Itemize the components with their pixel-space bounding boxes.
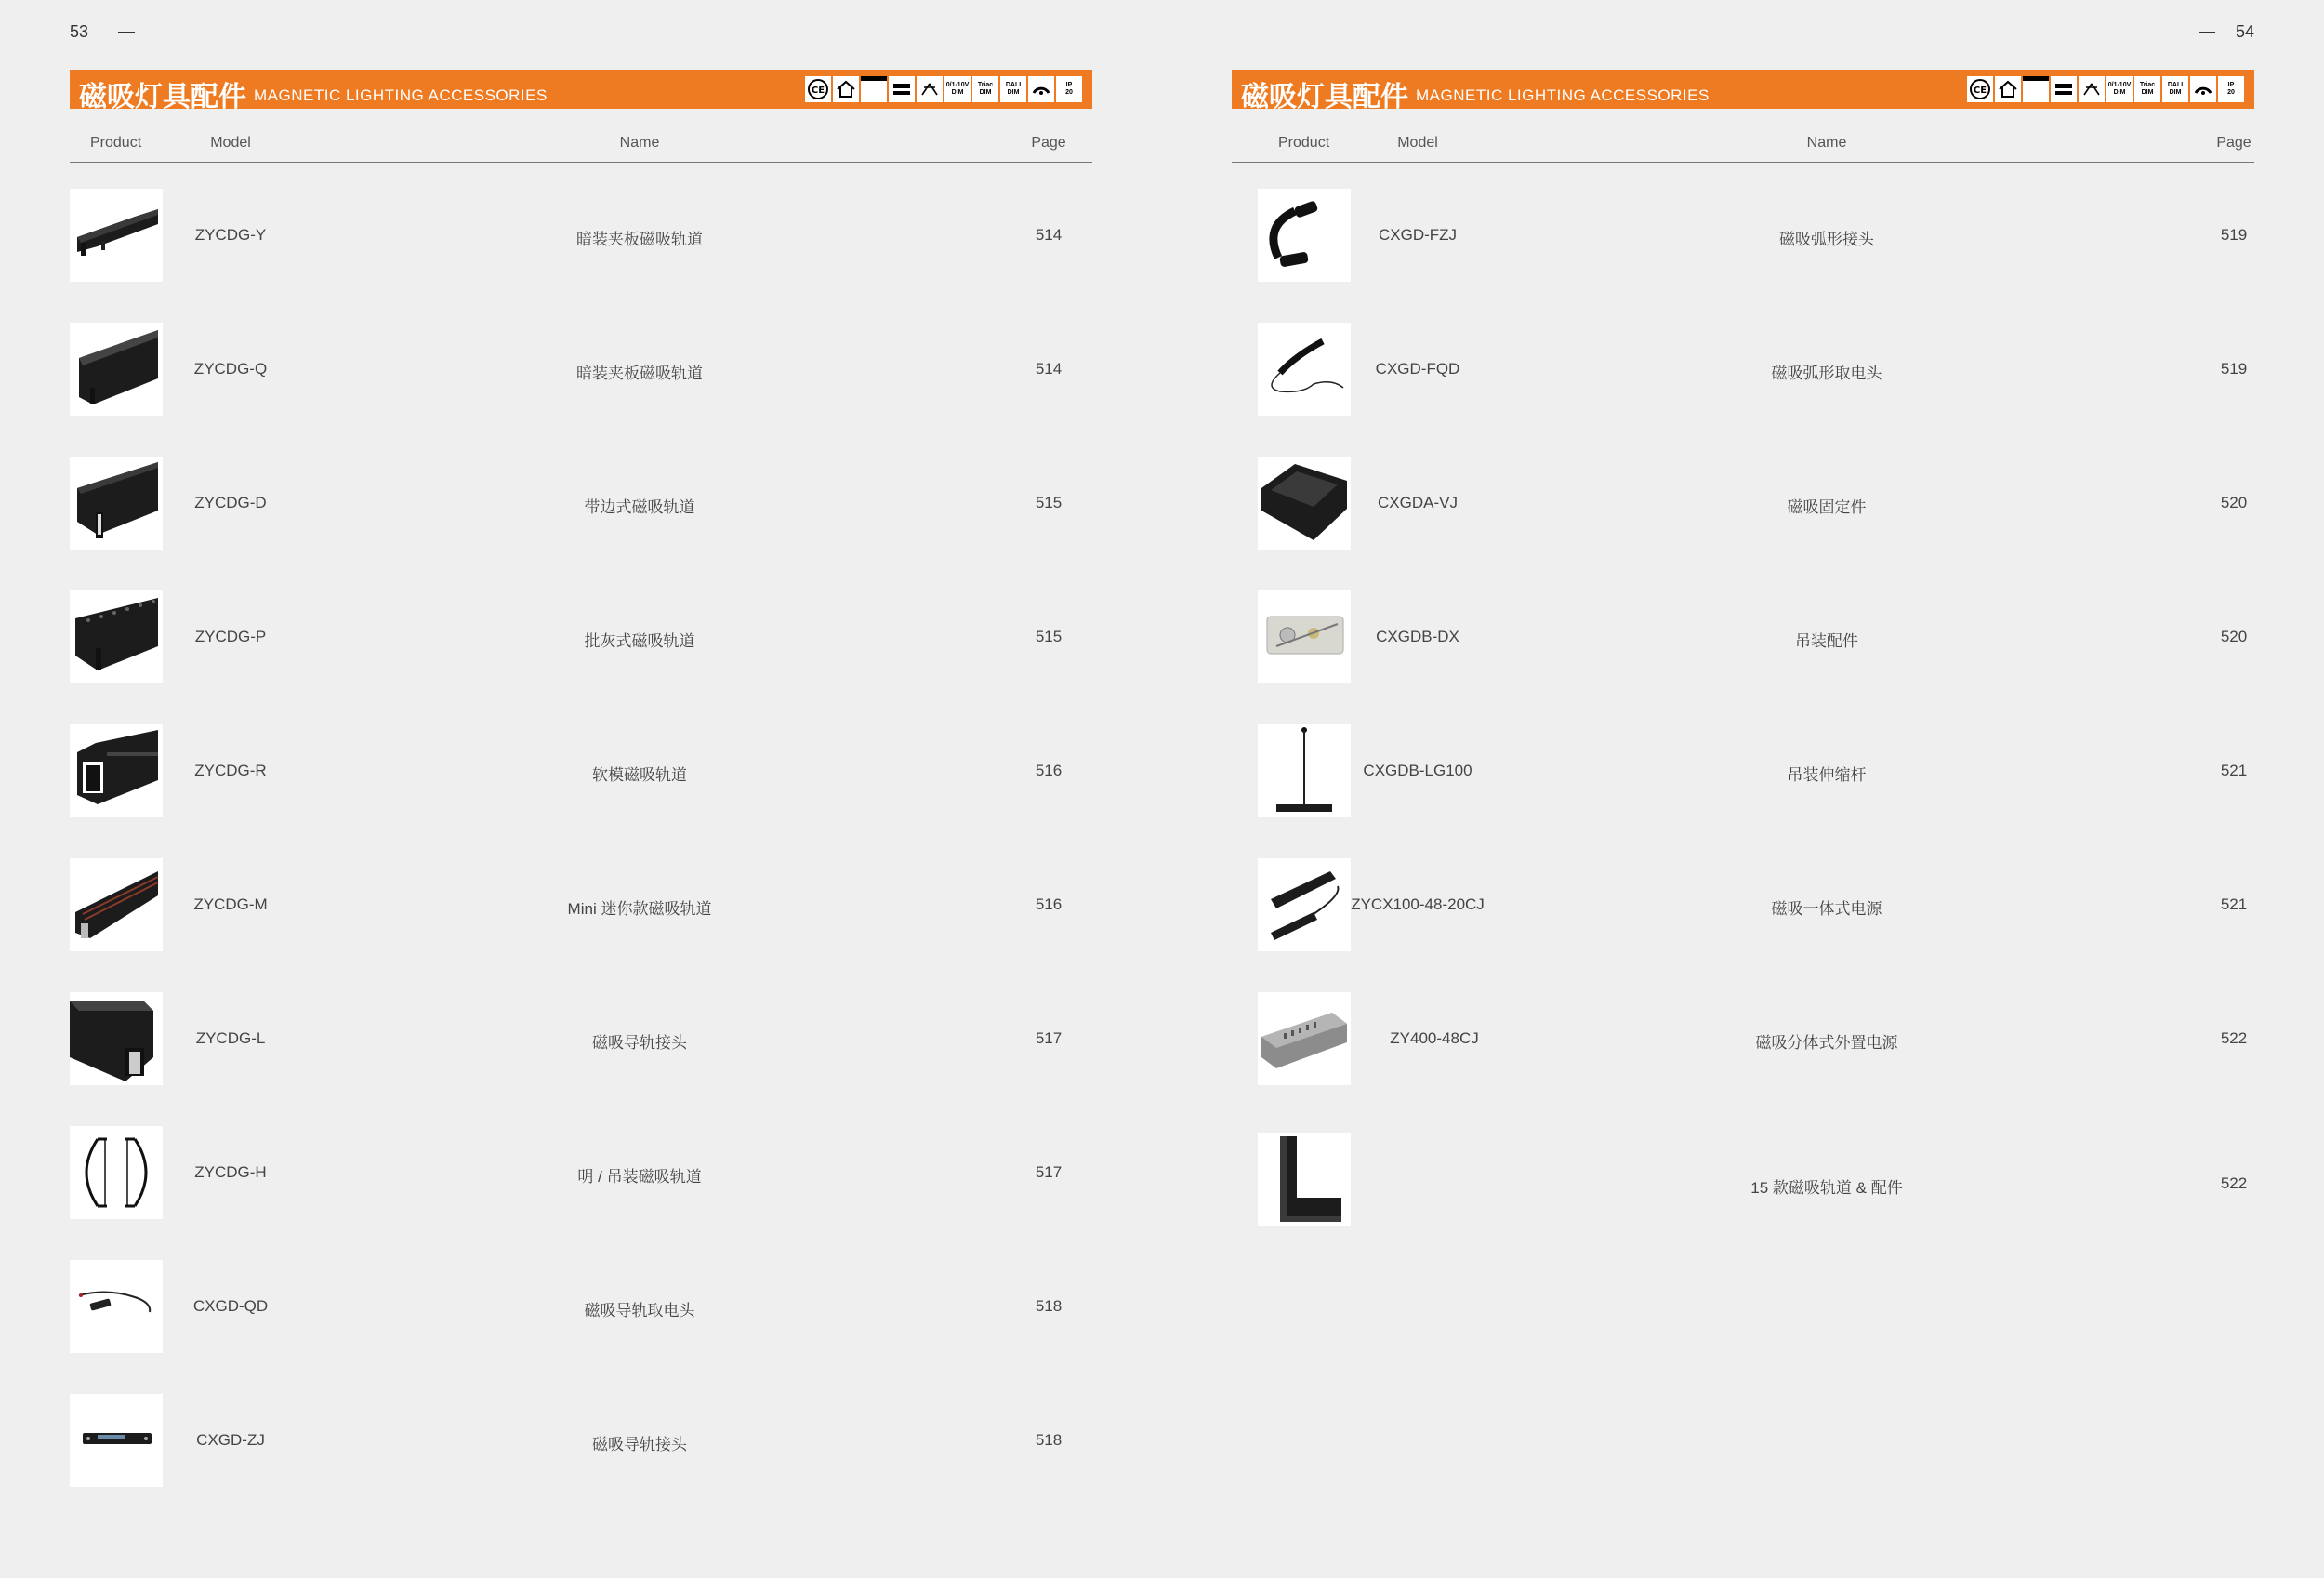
dial-icon <box>2190 76 2216 102</box>
feature-icons <box>805 76 1082 102</box>
product-image <box>70 1126 163 1219</box>
page-ref: 519 <box>2220 360 2248 378</box>
table-header <box>70 133 1092 163</box>
dim-010v-icon: 0/1-10V DIM <box>2106 76 2133 102</box>
model-code: CXGD-ZJ <box>196 1431 265 1449</box>
banner-title-en: MAGNETIC LIGHTING ACCESSORIES <box>1416 86 1710 104</box>
header-name: Name <box>1806 135 1847 151</box>
product-name: 磁吸一体式电源 <box>1771 900 1882 918</box>
product-image <box>70 724 163 817</box>
catalog-page-left <box>70 0 1092 1578</box>
section-banner <box>1232 70 2254 113</box>
model-code: CXGD-QD <box>192 1297 269 1315</box>
page-ref: 522 <box>2220 1174 2248 1192</box>
dali-dim-icon: DALI DIM <box>1000 76 1026 102</box>
model-code: CXGDB-LG100 <box>1363 762 1472 779</box>
feature-icons <box>1967 76 2244 102</box>
product-image <box>1258 724 1351 817</box>
table-row <box>1232 189 2254 282</box>
product-name: 批灰式磁吸轨道 <box>584 632 695 650</box>
page-number-dash <box>118 32 135 33</box>
ce-icon <box>1967 76 1993 102</box>
svg-text:CE: CE <box>1973 86 1987 96</box>
product-name: 磁吸弧形接头 <box>1779 231 1874 248</box>
model-code: ZYCDG-D <box>194 494 267 511</box>
table-row <box>70 1260 1092 1353</box>
triac-dim-icon: Triac DIM <box>2134 76 2160 102</box>
table-row <box>70 323 1092 416</box>
product-image <box>70 590 163 683</box>
bar-icon <box>2023 76 2049 102</box>
page-ref: 520 <box>2220 628 2248 645</box>
page-ref: 522 <box>2220 1029 2248 1047</box>
model-code: ZYCDG-R <box>194 762 267 779</box>
model-code: ZYCX100-48-20CJ <box>1351 895 1485 913</box>
section-banner <box>70 70 1092 113</box>
product-name: 磁吸导轨取电头 <box>584 1302 695 1319</box>
triac-dim-icon: Triac DIM <box>972 76 998 102</box>
table-row <box>70 590 1092 683</box>
table-row <box>70 189 1092 282</box>
table-row <box>1232 858 2254 951</box>
page-number: 53 <box>70 22 89 41</box>
model-code: CXGD-FQD <box>1375 360 1460 378</box>
product-image <box>70 1260 163 1353</box>
page-ref: 518 <box>1035 1431 1063 1449</box>
page-ref: 516 <box>1035 895 1063 913</box>
banner-title-en: MAGNETIC LIGHTING ACCESSORIES <box>254 86 548 104</box>
header-model: Model <box>210 135 251 151</box>
table-row <box>1232 1133 2254 1226</box>
product-name: 暗装夹板磁吸轨道 <box>576 231 703 248</box>
table-row <box>1232 992 2254 1085</box>
product-name: 磁吸导轨接头 <box>592 1034 687 1052</box>
banner-title-zh: 磁吸灯具配件 <box>1241 82 1408 113</box>
house-icon <box>1995 76 2021 102</box>
model-code: ZYCDG-P <box>194 628 267 645</box>
page-ref: 521 <box>2220 762 2248 779</box>
catalog-page-right <box>1232 0 2254 1578</box>
model-code: CXGDB-DX <box>1376 628 1459 645</box>
table-row <box>1232 590 2254 683</box>
product-image <box>70 457 163 550</box>
ip-rating-icon: IP 20 <box>2218 76 2244 102</box>
table-row <box>70 1394 1092 1487</box>
dial-icon <box>1028 76 1054 102</box>
dali-dim-icon: DALI DIM <box>2162 76 2188 102</box>
product-image <box>1258 992 1351 1085</box>
table-header <box>1232 133 2254 163</box>
header-product: Product <box>90 135 142 151</box>
page-ref: 517 <box>1035 1163 1063 1181</box>
page-ref: 518 <box>1035 1297 1063 1315</box>
svg-text:CE: CE <box>811 86 825 96</box>
model-code: ZY400-48CJ <box>1390 1029 1479 1047</box>
product-image <box>1258 590 1351 683</box>
product-image <box>70 189 163 282</box>
model-code: CXGDA-VJ <box>1378 494 1458 511</box>
header-page: Page <box>1031 135 1066 151</box>
product-image <box>1258 858 1351 951</box>
product-image <box>70 858 163 951</box>
table-row <box>70 724 1092 817</box>
banner-title-zh: 磁吸灯具配件 <box>79 82 246 113</box>
page-ref: 517 <box>1035 1029 1063 1047</box>
table-row <box>1232 724 2254 817</box>
product-image <box>70 1394 163 1487</box>
model-code: ZYCDG-M <box>193 895 268 913</box>
product-image <box>1258 457 1351 550</box>
table-row <box>70 1126 1092 1219</box>
product-name: 明 / 吊装磁吸轨道 <box>577 1168 702 1186</box>
page-ref: 516 <box>1035 762 1063 779</box>
product-name: 磁吸弧形取电头 <box>1771 365 1882 382</box>
product-image <box>1258 1133 1351 1226</box>
product-image <box>70 323 163 416</box>
header-model: Model <box>1397 135 1438 151</box>
product-name: 软模磁吸轨道 <box>592 766 687 784</box>
dim-010v-icon: 0/1-10V DIM <box>944 76 971 102</box>
table-row <box>70 858 1092 951</box>
product-image <box>70 992 163 1085</box>
page-ref: 520 <box>2220 494 2248 511</box>
table-row <box>1232 457 2254 550</box>
page-ref: 521 <box>2220 895 2248 913</box>
product-name: Mini 迷你款磁吸轨道 <box>567 900 712 918</box>
page-ref: 515 <box>1035 628 1063 645</box>
product-image <box>1258 323 1351 416</box>
header-product: Product <box>1278 135 1330 151</box>
product-name: 磁吸导轨接头 <box>592 1436 687 1453</box>
page-number-dash <box>2199 32 2215 33</box>
beam-angle-icon <box>917 76 943 102</box>
product-name: 吊装配件 <box>1795 632 1858 650</box>
table-row <box>70 992 1092 1085</box>
page-number: 54 <box>2235 22 2254 41</box>
house-icon <box>833 76 859 102</box>
product-name: 磁吸分体式外置电源 <box>1755 1034 1898 1052</box>
model-code: ZYCDG-L <box>195 1029 266 1047</box>
cut-size-icon <box>2051 76 2077 102</box>
product-image <box>1258 189 1351 282</box>
header-name: Name <box>619 135 660 151</box>
model-code: ZYCDG-H <box>194 1163 267 1181</box>
cut-size-icon <box>889 76 915 102</box>
header-page: Page <box>2216 135 2251 151</box>
product-name: 15 款磁吸轨道 & 配件 <box>1750 1179 1903 1197</box>
product-name: 磁吸固定件 <box>1787 498 1867 516</box>
ce-icon <box>805 76 831 102</box>
beam-angle-icon <box>2079 76 2105 102</box>
product-name: 吊装伸缩杆 <box>1787 766 1867 784</box>
page-ref: 514 <box>1035 226 1063 244</box>
model-code: CXGD-FZJ <box>1378 226 1458 244</box>
model-code: ZYCDG-Q <box>193 360 268 378</box>
ip-rating-icon: IP 20 <box>1056 76 1082 102</box>
page-ref: 514 <box>1035 360 1063 378</box>
product-name: 带边式磁吸轨道 <box>584 498 695 516</box>
page-ref: 515 <box>1035 494 1063 511</box>
bar-icon <box>861 76 887 102</box>
table-row <box>70 457 1092 550</box>
page-ref: 519 <box>2220 226 2248 244</box>
table-row <box>1232 323 2254 416</box>
model-code: ZYCDG-Y <box>194 226 267 244</box>
product-name: 暗装夹板磁吸轨道 <box>576 365 703 382</box>
